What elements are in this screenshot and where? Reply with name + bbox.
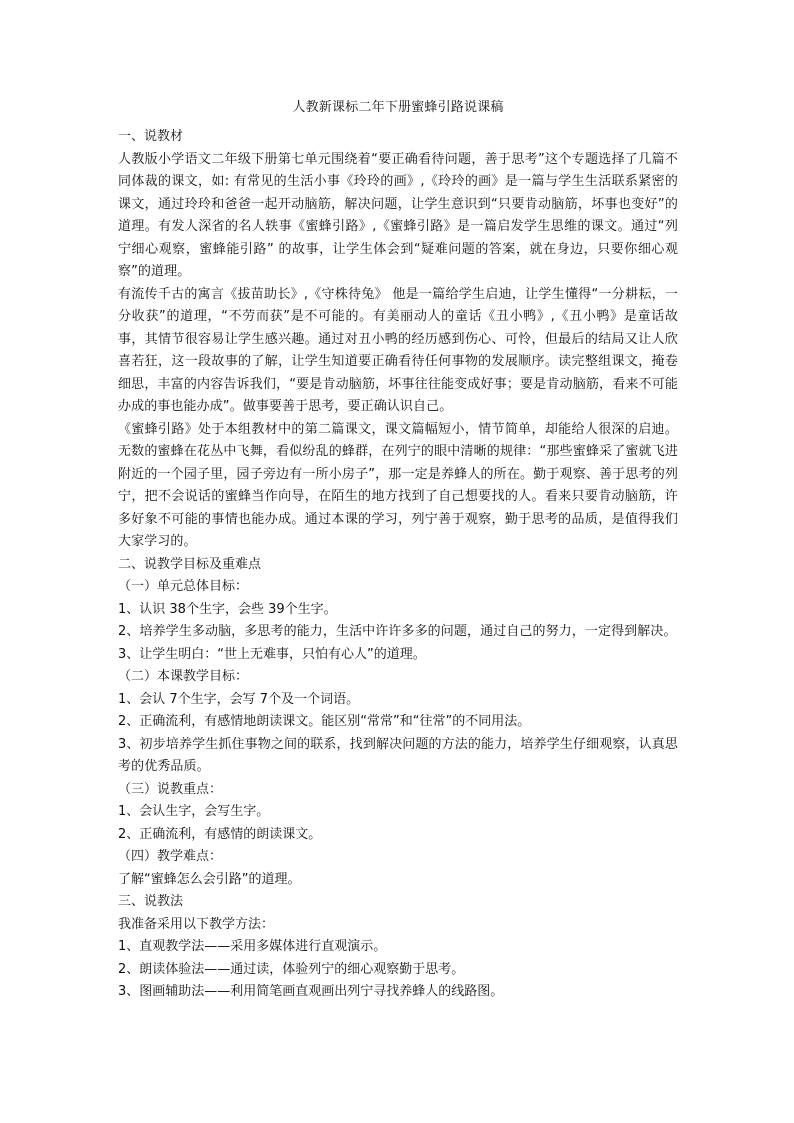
list-item: 2、培养学生多动脑，多思考的能力，生活中许许多多的问题，通过自己的努力，一定得到解决。: [118, 624, 677, 639]
paragraph: 《蜜蜂引路》处于本组教材中的第二篇课文，课文篇幅短小，情节简单，却能给人很深的启迪。无数的蜜蜂在花丛中飞舞，看似纷乱的蜂群，在列宁的眼中清晰的规律：“那些蜜蜂采了蜜就飞进附近的一个园子里，园子旁边有一所小房子”，那一定是养蜂人的所在。勤于观察、善于思考的列宁，把不会说话的蜜蜂当作向导，在陌生的地方找到了自己想要找的人。看来只要肯动脑筋，许多好象不可能的事情也能办成。通过本课的学习，列宁善于观察，勤于思考的品质，是值得我们大家学习的。: [118, 421, 678, 549]
list-item: 1、认识 38个生字，会些 39个生字。: [118, 601, 337, 617]
section-heading: 一、说教材: [118, 129, 184, 144]
section-teaching-goals: [118, 554, 678, 892]
list-item: 2、朗读体验法——通过读，体验列宁的细心观察勤于思考。: [118, 961, 465, 977]
subheading: （一）单元总体目标：: [118, 579, 249, 594]
list-item: 3、初步培养学生抓住事物之间的联系，找到解决问题的方法的能力，培养学生仔细观察，认真思考的优秀品质。: [118, 736, 678, 774]
list-item: 3、图画辅助法——利用简笔画直观画出列宁寻找养蜂人的线路图。: [118, 984, 504, 999]
list-item: 2、正确流利，有感情的朗读课文。: [118, 826, 322, 842]
section-teaching-material: [118, 126, 678, 554]
document-page: [118, 98, 678, 1004]
document-title: 人教新课标二年下册蜜蜂引路说课稿: [292, 100, 504, 115]
paragraph: 有流传千古的寓言《拔苗助长》,《守株待兔》 他是一篇给学生启迪，让学生懂得“一分耕耘，一分收获”的道理，“不劳而获”是不可能的。有美丽动人的童话《丑小鸭》,《丑小鸭》是童话故事，其情节很容易让学生感兴趣。通过对丑小鸭的经历感到伤心、可怜，但最后的结局又让人欣喜若狂，这一段故事的了解，让学生知道要正确看待任何事物的发展顺序。读完整组课文，掩卷细思，丰富的内容告诉我们，“要是肯动脑筋，坏事往往能变成好事；要是肯动脑筋，看来不可能办成的事也能办成”。做事要善于思考，要正确认识自己。: [118, 286, 678, 414]
list-item: 了解“蜜蜂怎么会引路”的道理。: [118, 871, 301, 887]
subheading: （三）说教重点：: [118, 781, 223, 797]
list-item: 3、让学生明白：“世上无难事，只怕有心人”的道理。: [118, 646, 426, 662]
subheading: （二）本课教学目标：: [118, 669, 249, 684]
subheading: （四）教学难点：: [118, 849, 223, 864]
list-item: 2、正确流利，有感情地朗读课文。能区别“常常”和“往常”的不同用法。: [118, 714, 531, 729]
list-item: 1、直观教学法——采用多媒体进行直观演示。: [118, 939, 387, 954]
list-item: 1、会认生字，会写生字。: [118, 804, 270, 819]
section-heading: 三、说教法: [118, 894, 184, 909]
paragraph: 人教版小学语文二年级下册第七单元围绕着“要正确看待问题，善于思考”这个专题选择了几篇不同体裁的课文，如: 有常见的生活小事《玲玲的画》,《玲玲的画》是一篇与学生生活联系紧密的课文，通过玲玲和爸爸一起开动脑筋，解决问题，让学生意识到“只要肯动脑筋，坏事也变好”的道理。有发人深省的名人轶事《蜜蜂引路》,《蜜蜂引路》是一篇启发学生思维的课文。通过“列宁细心观察，蜜蜂能引路” 的故事，让学生体会到“疑难问题的答案，就在身边，只要你细心观察”的道理。: [118, 151, 678, 279]
section-heading: 二、说教学目标及重难点: [118, 556, 262, 572]
list-item: 我准备采用以下教学方法：: [118, 916, 275, 932]
list-item: 1、会认 7个生字，会写 7个及一个词语。: [118, 691, 360, 707]
section-teaching-methods: [118, 891, 678, 1004]
